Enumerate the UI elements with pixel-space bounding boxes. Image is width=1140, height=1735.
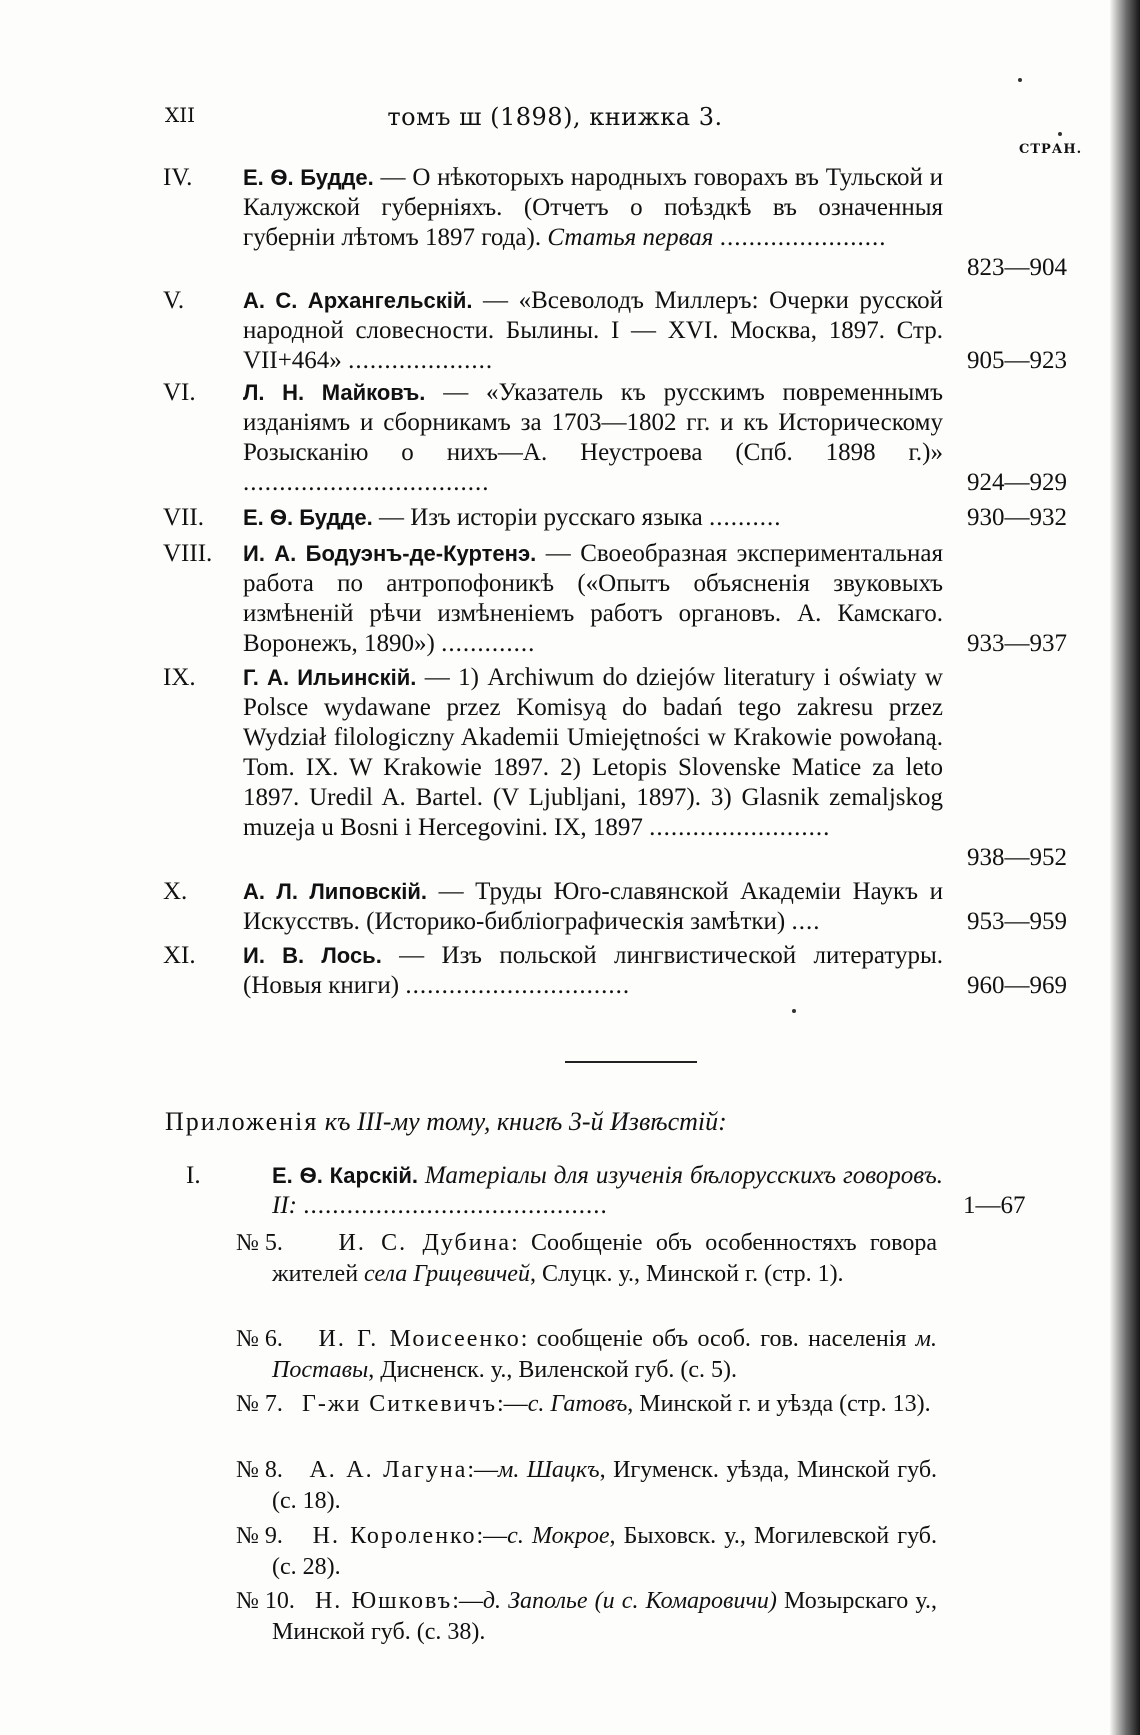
item-name: Г-жи Ситкевичъ	[302, 1391, 498, 1417]
entry-pages: 905—923	[967, 347, 1067, 374]
item-number: № 9.	[236, 1523, 283, 1549]
entry-number: IX.	[163, 664, 196, 691]
appendix-item	[236, 1389, 937, 1420]
appendix-title: къ III-му тому, книгѣ 3-й Извѣстій:	[318, 1107, 727, 1136]
entry-pages: 924—929	[967, 469, 1067, 496]
appendix-item	[236, 1228, 938, 1290]
appendix-item	[236, 1455, 938, 1517]
entry-text: — Своеобразная экспериментальная работа по антропофоникѣ («Опытъ объясненія звуковыхъ измѣненій рѣчи измѣненіемъ работъ органовъ. А. Камскаго. Воронежъ, 1890»)	[243, 540, 943, 657]
scan-speck	[1058, 132, 1062, 136]
toc-entry: VIII. И. А. Бодуэнъ-де-Куртенэ. — Своеобразная экспериментальная работа по антропофоникѣ («Опытъ объясненія звуковыхъ измѣненій рѣчи измѣненіемъ работъ органовъ. А. Камскаго. Воронежъ, 1890») ............. 933—937	[243, 539, 943, 659]
entry-pages: 938—952	[967, 844, 1067, 871]
page-numeral: XII	[165, 103, 196, 127]
entry-author: Е. Ѳ. Будде.	[243, 165, 374, 190]
item-number: № 6.	[236, 1326, 283, 1352]
entry-number: VIII.	[163, 540, 213, 567]
page-column-label: СТРАН.	[1019, 142, 1083, 157]
toc-entry: IX. Г. А. Ильинскій. — 1) Archiwum do dziejów literatury i oświaty w Polsce wydawane przez Komisyą do badań tego zakresu przez Wydział filologiczny Akademii Umiejętności w Krakowie powołaną. Tom. IX. W Krakowie 1897. 2) Letopis Slovenske Matice za leto 1897. Uredil A. Bartel. (V Ljubljani, 1897). 3) Glasnik zemaljskog muzeja u Bosni i Hercegovini. IX, 1897 ......................... 938—952	[243, 663, 943, 843]
entry-text: — Труды Юго-славянской Академіи Наукъ и Искусствъ. (Историко-библіографическія замѣтки)	[243, 878, 943, 935]
item-text: Мозырскаго у., Минской губ. (с. 38).	[272, 1588, 937, 1645]
item-name: Н. Юшковъ	[314, 1588, 453, 1614]
section-divider	[565, 1061, 697, 1063]
entry-number: VI.	[163, 379, 196, 406]
item-text: , Слуцк. у., Минской г. (стр. 1).	[529, 1261, 844, 1287]
entry-text: — 1) Archiwum do dziejów literatury i oświaty w Polsce wydawane przez Komisyą do badań tego zakresu przez Wydział filologiczny Akademii Umiejętności w Krakowie powołaną. Tom. IX. W Krakowie 1897. 2) Letopis Slovenske Matice za leto 1897. Uredil A. Bartel. (V Ljubljani, 1897). 3) Glasnik zemaljskog muzeja u Bosni i Hercegovini. IX, 1897	[243, 664, 943, 841]
running-title: томъ ш (1898), книжка 3.	[387, 103, 723, 131]
toc-entry: X. А. Л. Липовскій. — Труды Юго-славянской Академіи Наукъ и Искусствъ. (Историко-библіографическія замѣтки) .... 953—959	[243, 877, 943, 937]
item-text: , Дисненск. у., Виленской губ. (с. 5).	[368, 1357, 738, 1383]
item-text: , Игуменск. уѣзда, Минской губ. (с. 18).	[272, 1457, 938, 1514]
item-text: : Сообщеніе объ особенностяхъ говора жителей	[272, 1230, 938, 1287]
entry-number: VII.	[163, 504, 204, 531]
item-text: :—	[452, 1588, 483, 1614]
item-place: м. Поставы	[272, 1326, 937, 1383]
entry-number: I.	[186, 1162, 201, 1189]
entry-author: Е. Ѳ. Карскій.	[272, 1163, 418, 1188]
scan-speck	[1018, 78, 1022, 82]
entry-pages: 960—969	[967, 972, 1067, 999]
toc-entry: VI. Л. Н. Майковъ. — «Указатель къ русскимъ повременнымъ изданіямъ и сборникамъ за 1703—1802 гг. и къ Историческому Розысканію о нихъ—А. Неустроева (Спб. 1898 г.)» .................................. 924—929	[243, 378, 943, 498]
entry-pages: 930—932	[967, 504, 1067, 531]
entry-author: Е. Ѳ. Будде.	[243, 505, 373, 530]
appendix-item	[236, 1586, 937, 1648]
entry-number: IV.	[163, 164, 193, 191]
item-name: Н. Короленко	[312, 1523, 477, 1549]
item-place: д. Заполье (и с. Комаровичи)	[482, 1588, 777, 1614]
entry-text: — «Указатель къ русскимъ повременнымъ изданіямъ и сборникамъ за 1703—1802 гг. и къ Историческому Розысканію о нихъ—А. Неустроева (Спб. 1898 г.)»	[243, 379, 944, 466]
entry-pages: 953—959	[967, 908, 1067, 935]
entry-pages: 933—937	[967, 630, 1067, 657]
entry-text: — О нѣкоторыхъ народныхъ говорахъ въ Тульской и Калужской губерніяхъ. (Отчетъ о поѣздкѣ въ означенныя губерніи лѣтомъ 1897 года).	[243, 164, 943, 251]
item-text: :—	[467, 1457, 499, 1483]
item-number: № 8.	[236, 1457, 283, 1483]
item-text: :—	[476, 1523, 508, 1549]
entry-text: — Изъ польской лингвистической литературы. (Новыя книги)	[243, 942, 944, 999]
toc-entry: XI. И. В. Лось. — Изъ польской лингвистической литературы. (Новыя книги) ............................... 960—969	[243, 941, 943, 1001]
item-text: , Быховск. у., Могилевской губ. (с. 28).	[272, 1523, 937, 1580]
entry-text: — «Всеволодъ Миллеръ: Очерки русской народной словесности. Былины. I — XVI. Москва, 1897. Стр. VII+464»	[243, 287, 943, 374]
item-place: с. Гатовъ	[527, 1391, 628, 1417]
running-header	[165, 103, 945, 133]
entry-author: Г. А. Ильинскій.	[243, 665, 417, 690]
entry-number: V.	[163, 287, 185, 314]
item-place: м. Шацкъ	[498, 1457, 600, 1483]
scan-speck	[792, 1009, 796, 1013]
entry-italic: Матеріалы для изученія бѣлорусскихъ говоровъ. II:	[272, 1162, 943, 1219]
item-text: :—	[497, 1391, 528, 1417]
entry-author: А. С. Архангельскій.	[243, 288, 473, 313]
entry-italic: Статья первая	[547, 224, 714, 251]
item-name: И. Г. Моисеенко	[318, 1326, 521, 1352]
entry-pages: 823—904	[967, 254, 1067, 281]
appendix-main-entry: I. Е. Ѳ. Карскій. Матеріалы для изученія бѣлорусскихъ говоровъ. II: .......................................... 1—67	[272, 1161, 943, 1221]
item-text: : сообщеніе объ особ. гов. населенія	[520, 1326, 916, 1352]
appendix-heading	[165, 1106, 727, 1138]
item-number: № 7.	[236, 1391, 283, 1417]
entry-author: А. Л. Липовскій.	[243, 879, 428, 904]
toc-entry: IV. Е. Ѳ. Будде. — О нѣкоторыхъ народныхъ говорахъ въ Тульской и Калужской губерніяхъ. (Отчетъ о поѣздкѣ въ означенныя губерніи лѣтомъ 1897 года). Статья первая ....................... 823—904	[243, 163, 943, 253]
entry-text: — Изъ исторіи русскаго языка	[372, 504, 703, 531]
item-number: № 10.	[236, 1588, 295, 1614]
item-place: с. Мокрое	[507, 1523, 610, 1549]
item-text: , Минской г. и уѣзда (стр. 13).	[627, 1391, 931, 1417]
entry-number: X.	[163, 878, 188, 905]
item-name: И. С. Дубина	[338, 1230, 512, 1256]
entry-author: И. В. Лось.	[243, 943, 382, 968]
entry-author: Л. Н. Майковъ.	[243, 380, 426, 405]
item-number: № 5.	[236, 1230, 283, 1256]
page-edge-shadow	[1110, 0, 1140, 1735]
item-name: А. А. Лагуна	[309, 1457, 468, 1483]
item-place: села Грицевичей	[364, 1261, 530, 1287]
entry-pages: 1—67	[963, 1192, 1026, 1219]
appendix-item	[236, 1324, 937, 1386]
appendix-lead: Приложенія	[165, 1107, 319, 1136]
toc-entry: V. А. С. Архангельскій. — «Всеволодъ Миллеръ: Очерки русской народной словесности. Былины. I — XVI. Москва, 1897. Стр. VII+464» .................... 905—923	[243, 286, 943, 376]
entry-number: XI.	[163, 942, 196, 969]
entry-author: И. А. Бодуэнъ-де-Куртенэ.	[243, 541, 537, 566]
toc-entry: VII. Е. Ѳ. Будде. — Изъ исторіи русскаго языка .......... 930—932	[243, 503, 943, 533]
appendix-item	[236, 1521, 937, 1583]
